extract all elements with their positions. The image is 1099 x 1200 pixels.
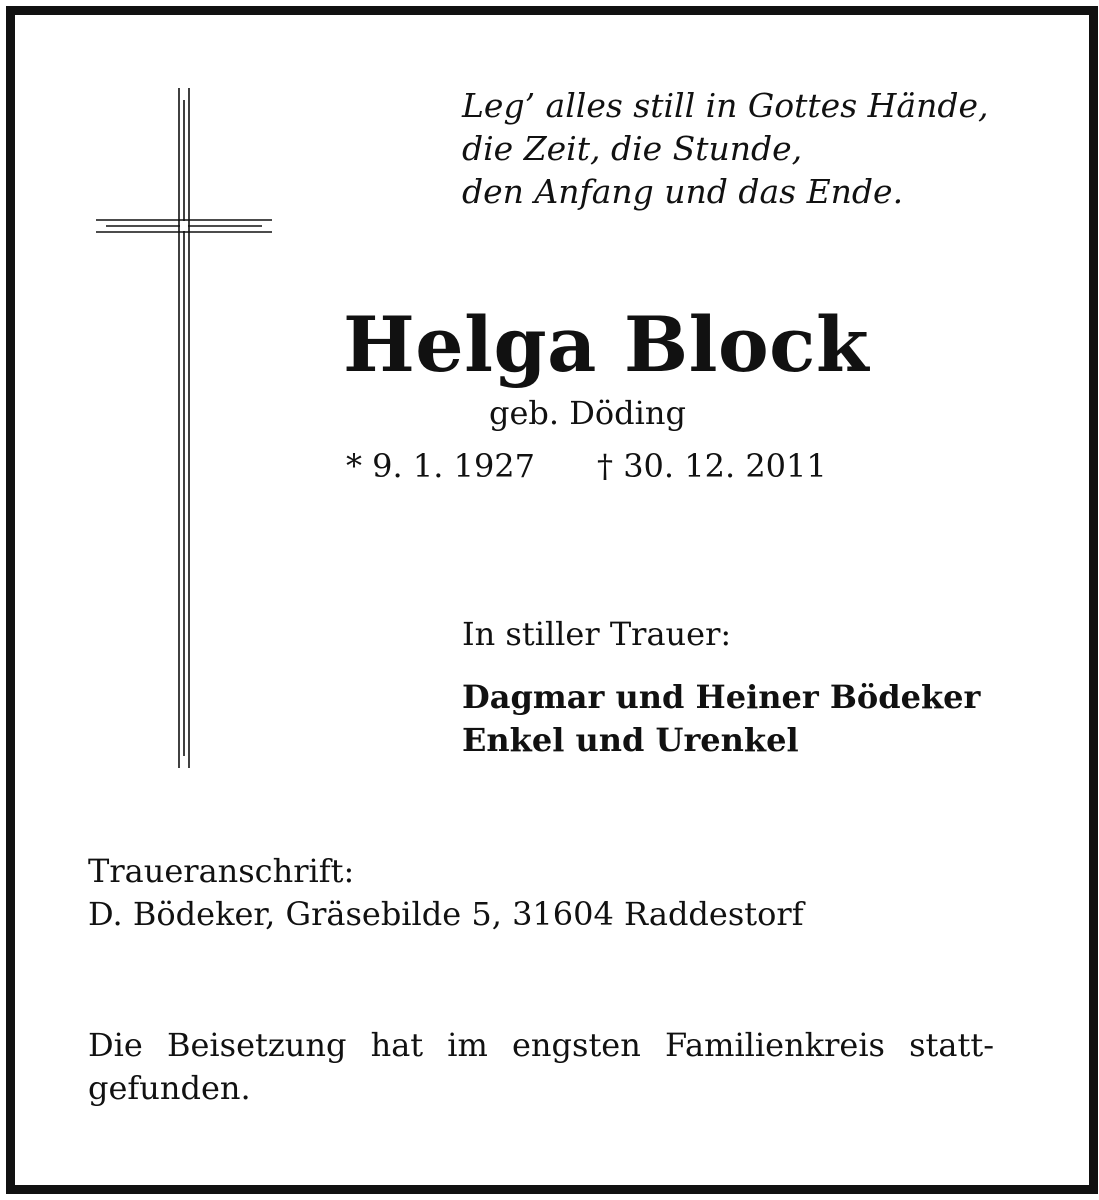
verse-line-3: den Anfang und das Ende. <box>462 172 904 211</box>
mourning-address <box>88 850 804 936</box>
maiden-name: geb. Döding <box>489 394 686 432</box>
address-label: Traueranschrift: <box>88 852 355 890</box>
verse-line-2: die Zeit, die Stunde, <box>462 129 803 168</box>
life-dates <box>346 446 827 486</box>
burial-note <box>88 1024 994 1110</box>
verse <box>462 84 989 213</box>
burial-line-2: gefunden. <box>88 1069 251 1107</box>
verse-line-1: Leg’ alles still in Gottes Hände, <box>462 86 989 125</box>
death-date: † 30. 12. 2011 <box>597 447 827 485</box>
burial-line-1: Die Beisetzung hat im engsten Familienkreis statt- <box>88 1026 994 1064</box>
mourners-list <box>462 676 980 762</box>
birth-date: * 9. 1. 1927 <box>346 447 536 485</box>
mourning-intro: In stiller Trauer: <box>462 615 732 653</box>
mourners-line-1: Dagmar und Heiner Bödeker <box>462 678 981 716</box>
deceased-name: Helga Block <box>343 300 870 389</box>
address-value: D. Bödeker, Gräsebilde 5, 31604 Raddestorf <box>88 895 804 933</box>
cross-icon <box>86 88 276 768</box>
mourners-line-2: Enkel und Urenkel <box>462 721 799 759</box>
